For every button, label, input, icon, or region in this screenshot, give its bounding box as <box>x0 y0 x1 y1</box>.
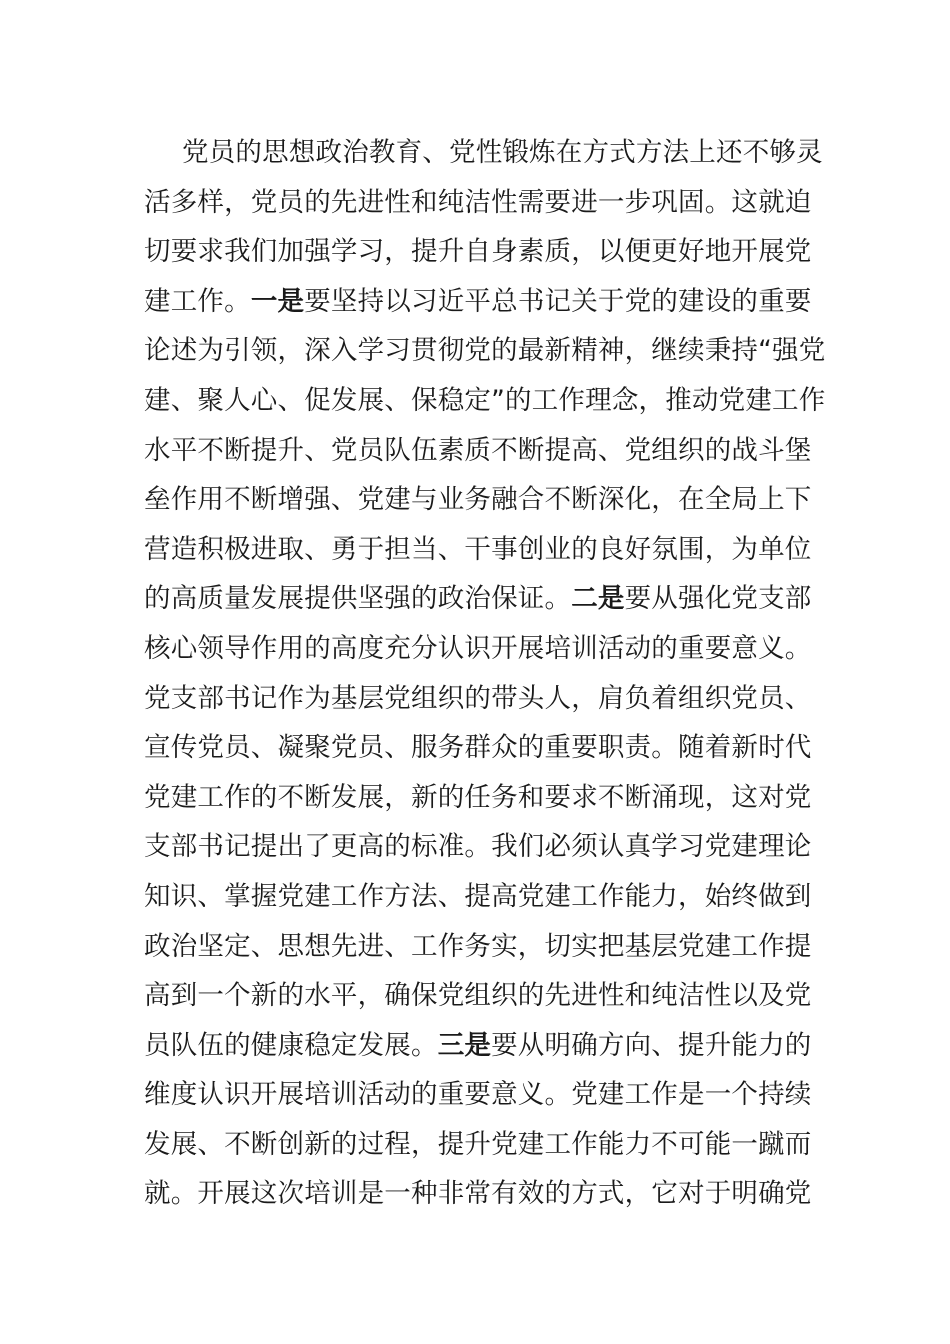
text-line: 党支部书记作为基层党组织的带头人，肩负着组织党员、 <box>144 682 812 714</box>
text-line: 政治坚定、思想先进、工作务实，切实把基层党建工作提 <box>144 930 812 962</box>
text-line <box>144 1021 812 1071</box>
text-line: 发展、不断创新的过程，提升党建工作能力不可能一蹴而 <box>144 1128 812 1160</box>
text-line: 维度认识开展培训活动的重要意义。党建工作是一个持续 <box>144 1079 812 1111</box>
text-line: 垒作用不断增强、党建与业务融合不断深化，在全局上下 <box>144 484 812 516</box>
text-segment: 要从明确方向、提升能力的 <box>491 1029 812 1061</box>
text-line: 党建工作的不断发展，新的任务和要求不断涌现，这对党 <box>144 781 812 813</box>
text-line: 高到一个新的水平，确保党组织的先进性和纯洁性以及党 <box>144 980 812 1012</box>
text-line: 水平不断提升、党员队伍素质不断提高、党组织的战斗堡 <box>144 434 812 466</box>
text-line <box>144 277 812 327</box>
text-segment: 员队伍的健康稳定发展。 <box>144 1029 438 1061</box>
text-line: 论述为引领，深入学习贯彻党的最新精神，继续秉持“强党 <box>144 335 826 367</box>
emphasis-label: 三是 <box>437 1029 492 1061</box>
text-segment: 的高质量发展提供坚强的政治保证。 <box>144 583 572 615</box>
emphasis-label: 一是 <box>250 285 305 317</box>
text-line: 支部书记提出了更高的标准。我们必须认真学习党建理论 <box>144 831 812 863</box>
text-segment: 建工作。 <box>144 285 251 317</box>
text-line: 建、聚人心、促发展、保稳定”的工作理念，推动党建工作 <box>144 384 826 416</box>
text-line <box>144 574 812 624</box>
text-line: 知识、掌握党建工作方法、提高党建工作能力，始终做到 <box>144 880 812 912</box>
text-line: 活多样，党员的先进性和纯洁性需要进一步巩固。这就迫 <box>144 186 812 218</box>
emphasis-label: 二是 <box>571 583 625 615</box>
text-line: 就。开展这次培训是一种非常有效的方式，它对于明确党 <box>144 1178 812 1210</box>
body-paragraph <box>144 128 826 1219</box>
text-line: 核心领导作用的高度充分认识开展培训活动的重要意义。 <box>144 632 812 664</box>
text-line: 切要求我们加强学习，提升自身素质，以便更好地开展党 <box>144 236 812 268</box>
text-line: 党员的思想政治教育、党性锻炼在方式方法上还不够灵 <box>182 137 823 168</box>
text-segment: 要坚持以习近平总书记关于党的建设的重要 <box>304 285 812 317</box>
text-line: 营造积极进取、勇于担当、干事创业的良好氛围，为单位 <box>144 533 812 565</box>
text-segment: 要从强化党支部 <box>624 583 812 615</box>
text-line: 宣传党员、凝聚党员、服务群众的重要职责。随着新时代 <box>144 732 812 764</box>
